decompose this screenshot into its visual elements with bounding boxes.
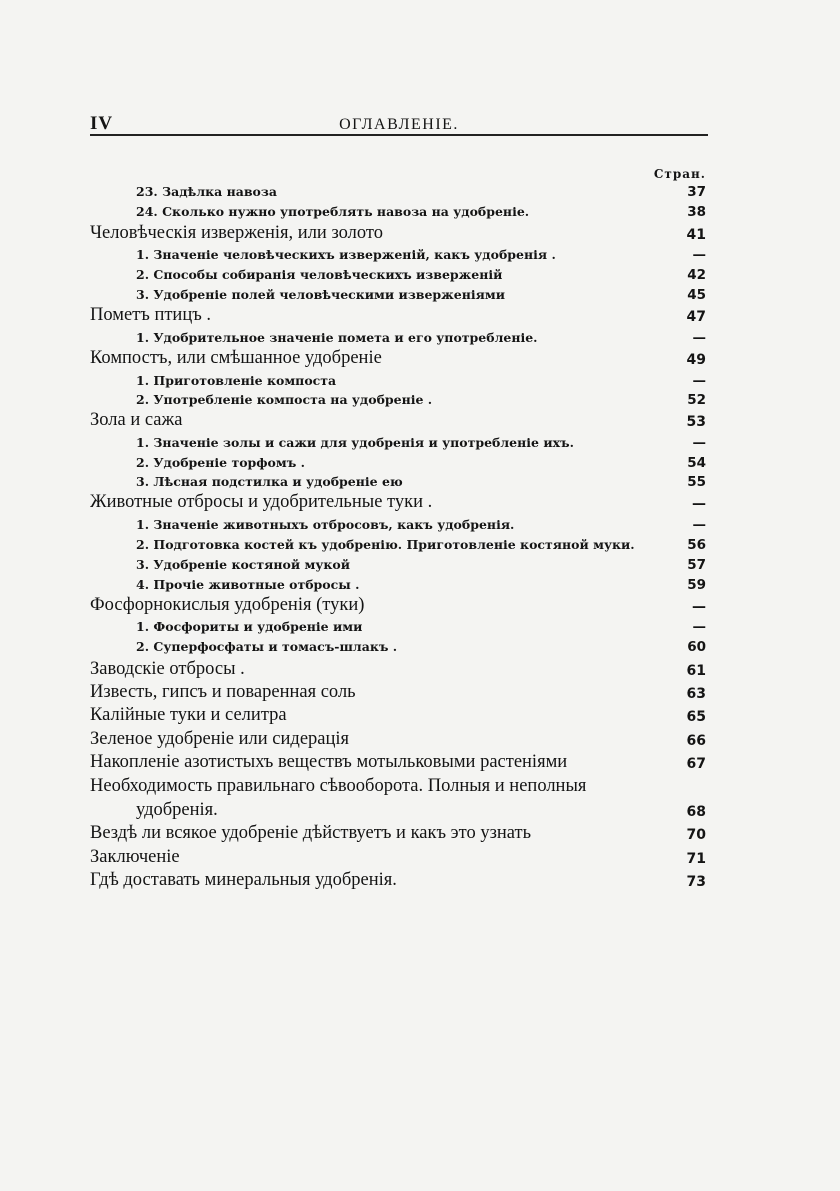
toc-entry-title: 1. Приготовленіе компоста [136, 373, 337, 388]
page-number: IV [90, 113, 114, 134]
toc-entry-page: — [692, 517, 706, 533]
toc-entry-page: — [692, 330, 706, 346]
toc-entry-title: 24. Сколько нужно употреблять навоза на удобреніе. [136, 204, 530, 219]
toc-entry-title: 1. Значеніе человѣческихъ изверженій, какъ удобренія . [136, 247, 556, 262]
toc-entry-page: 47 [686, 309, 706, 325]
toc-entry-page: — [692, 619, 706, 635]
toc-entry-page: 52 [687, 392, 706, 408]
toc-entry-page: 45 [687, 287, 706, 303]
toc-entry-title: 2. Суперфосфаты и томасъ-шлакъ . [136, 639, 398, 654]
toc-entry-page: 54 [687, 455, 706, 471]
toc-entry-page: 65 [686, 709, 706, 725]
toc-entry-title: 1. Удобрительное значеніе помета и его употребленіе. [136, 330, 538, 345]
toc-entry-page: 59 [687, 577, 706, 593]
toc-entry-title: Гдѣ доставать минеральныя удобренія. [90, 870, 397, 890]
toc-entry-title: Животные отбросы и удобрительные туки . [90, 492, 433, 512]
header-rule [90, 134, 708, 136]
toc-entry-title: 2. Удобреніе торфомъ . [136, 455, 306, 470]
toc-entry-page: 53 [686, 414, 706, 430]
toc-entry-title: 2. Способы собиранія человѣческихъ изверженій [136, 267, 503, 282]
toc-entry-page: 67 [686, 756, 706, 772]
toc-entry-page: 42 [687, 267, 706, 283]
toc-entry-page: 37 [687, 184, 706, 200]
toc-entry-title: 2. Употребленіе компоста на удобреніе . [136, 392, 433, 407]
toc-entry-title: Калійные туки и селитра [90, 705, 287, 725]
toc-entry-title: Компостъ, или смѣшанное удобреніе [90, 348, 382, 368]
toc-entry-page: 55 [687, 474, 706, 490]
toc-entry-page: — [692, 599, 706, 615]
toc-entry-title: Известь, гипсъ и поваренная соль [90, 682, 356, 702]
toc-entry-title: Зеленое удобреніе или сидерація [90, 729, 350, 749]
toc-entry-title: 3. Удобреніе костяной мукой [136, 557, 351, 572]
toc-entry-title: 3. Лѣсная подстилка и удобреніе ею [136, 474, 403, 489]
toc-entry-title: Заводскіе отбросы . [90, 659, 245, 679]
toc-entry-page: 71 [686, 851, 706, 867]
toc-entry-title: Зола и сажа [90, 410, 183, 430]
toc-entry-page: 49 [686, 352, 706, 368]
toc-entry-page: 68 [686, 804, 706, 820]
toc-entry-title: 1. Значеніе животныхъ отбросовъ, какъ удобренія. [136, 517, 515, 532]
toc-entry-title: Необходимость правильнаго сѣвооборота. Полныя и неполныя [90, 776, 587, 796]
toc-entry-page: 70 [686, 827, 706, 843]
toc-entry-title: Фосфорнокислыя удобренія (туки) [90, 595, 365, 615]
toc-entry-title: 2. Подготовка костей къ удобренію. Приготовленіе костяной муки. [136, 537, 635, 552]
toc-entry-page: — [692, 435, 706, 451]
toc-entry-title: Человѣческія изверженія, или золото [90, 223, 383, 243]
toc-entry-page: 41 [686, 227, 706, 243]
toc-entry-title: 1. Фосфориты и удобреніе ими [136, 619, 363, 634]
toc-entry-page: 57 [687, 557, 706, 573]
toc-entry-title: Заключеніе [90, 847, 180, 867]
toc-entry-page: — [692, 373, 706, 389]
toc-entry-title: удобренія. [136, 800, 218, 820]
toc-entry-title: Пометъ птицъ . [90, 305, 212, 325]
toc-entry-title: 3. Удобреніе полей человѣческими изверженіями [136, 287, 506, 302]
toc-entry-page: 61 [686, 663, 706, 679]
toc-entry-title: Вездѣ ли всякое удобреніе дѣйствуетъ и какъ это узнать [90, 823, 532, 843]
toc-entry-title: 1. Значеніе золы и сажи для удобренія и употребленіе ихъ. [136, 435, 574, 450]
toc-entry-page: — [692, 247, 706, 263]
page-title: ОГЛАВЛЕНІЕ. [339, 116, 459, 133]
page-column-header: Стран. [653, 167, 706, 181]
toc-entry-page: 38 [687, 204, 706, 220]
toc-entry-page: 66 [686, 733, 706, 749]
toc-entry-title: 4. Прочіе животные отбросы . [136, 577, 360, 592]
toc-entry-page: 56 [687, 537, 706, 553]
toc-entry-page: 73 [686, 874, 706, 890]
toc-entry-page: 63 [686, 686, 706, 702]
toc-entry-title: 23. Задѣлка навоза [136, 184, 277, 199]
toc-entry-title: Накопленіе азотистыхъ веществъ мотыльковыми растеніями [90, 752, 568, 772]
toc-entry-page: — [692, 496, 706, 512]
toc-entry-page: 60 [687, 639, 706, 655]
